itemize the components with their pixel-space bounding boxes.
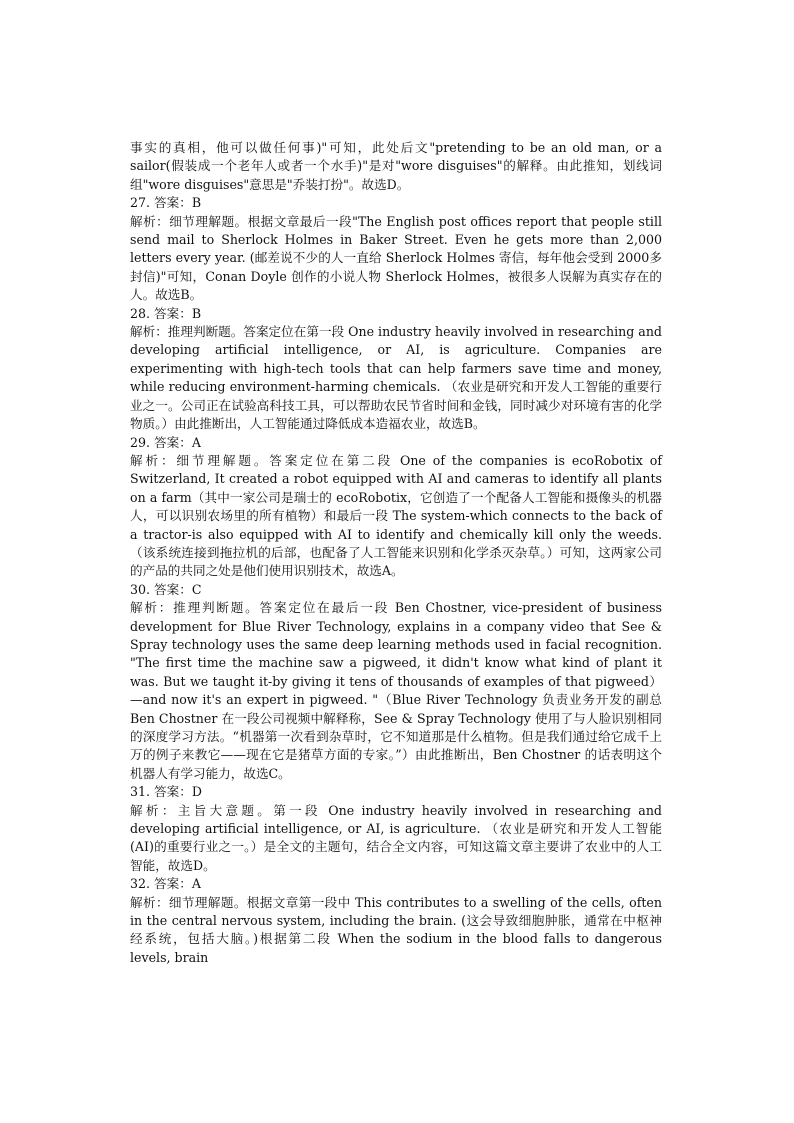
answer-line: 30. 答案：C xyxy=(130,581,202,597)
answer-item-30 xyxy=(130,581,662,783)
analysis-paragraph: 解析：推理判断题。答案定位在第一段 One industry heavily involved in researching and developing artificial intelligence, or AI, is agriculture. Companies are experimenting with high-tech tools that can help farmers save time and money, while reducing environment-harming chemicals. （农业是研究和开发人工智能的重要行业之一。公司正在试验高科技工具，可以帮助农民节省时间和金钱，同时减少对环境有害的化学物质。）由此推断出，人工智能通过降低成本造福农业，故选B。 xyxy=(130,324,662,432)
answer-line: 28. 答案：B xyxy=(130,305,202,321)
answer-line: 31. 答案：D xyxy=(130,784,202,800)
answer-item-31 xyxy=(130,783,662,875)
analysis-paragraph: 解析：推理判断题。答案定位在最后一段 Ben Chostner, vice-president of business development for Blue River Technology, explains in a company video that See & Spray technology uses the same deep learning methods used in facial recognition. "The first time the machine saw a pigweed, it didn't know what kind of plant it was. But we taught it-by giving it tens of thousands of examples of that pigweed）—and now it's an expert in pigweed. "（Blue River Technology 负责业务开发的副总 Ben Chostner 在一段公司视频中解释称，See & Spray Technology 使用了与人脸识别相同的深度学习方法。“机器第一次看到杂草时，它不知道那是什么植物。但是我们通过给它成千上万的例子来教它——现在它是猪草方面的专家。”）由此推断出，Ben Chostner 的话表明这个机器人有学习能力，故选C。 xyxy=(130,600,662,781)
answer-item-32 xyxy=(130,875,662,967)
analysis-paragraph: 解析：细节理解题。根据文章第一段中 This contributes to a swelling of the cells, often in the central nervous system, including the brain. (这会导致细胞肿胀，通常在中枢神经系统，包括大脑。)根据第二段 When the sodium in the blood falls to dangerous levels, brain xyxy=(130,894,662,965)
answer-line: 27. 答案：B xyxy=(130,195,202,211)
answer-line: 29. 答案：A xyxy=(130,434,201,450)
intro-paragraph: 事实的真相，他可以做任何事)"可知，此处后文"pretending to be an old man, or a sailor(假装成一个老年人或者一个水手)"是对"wore disguises"的解释。由此推知，划线词组"wore disguises"意思是"乔装打扮"。故选D。 xyxy=(130,140,662,192)
answer-key-page xyxy=(130,139,662,967)
analysis-paragraph: 解析：主旨大意题。第一段 One industry heavily involved in researching and developing artificial intelligence, or AI, is agriculture. （农业是研究和开发人工智能(AI)的重要行业之一。）是全文的主题句，结合全文内容，可知这篇文章主要讲了农业中的人工智能，故选D。 xyxy=(130,802,662,873)
analysis-paragraph: 解析：细节理解题。答案定位在第二段 One of the companies is ecoRobotix of Switzerland, It created a robot equipped with AI and cameras to identify all plants on a farm（其中一家公司是瑞士的 ecoRobotix，它创造了一个配备人工智能和摄像头的机器人，可以识别农场里的所有植物）和最后一段 The system-which connects to the back of a tractor-is also equipped with AI to identify and chemically kill only the weeds. （该系统连接到拖拉机的后部，也配备了人工智能来识别和化学杀灭杂草。）可知，这两家公司的产品的共同之处是他们使用识别技术，故选A。 xyxy=(130,452,662,579)
answer-item-27 xyxy=(130,194,662,304)
answer-line: 32. 答案：A xyxy=(130,876,201,892)
answer-item-28 xyxy=(130,305,662,434)
answer-item-29 xyxy=(130,434,662,581)
analysis-paragraph: 解析：细节理解题。根据文章最后一段"The English post offices report that people still send mail to Sherlock Holmes in Baker Street. Even he gets more than 2,000 letters every year. (邮差说不少的人一直给 Sherlock Holmes 寄信，每年他会受到 2000多封信)"可知，Conan Doyle 创作的小说人物 Sherlock Holmes，被很多人误解为真实存在的人。故选B。 xyxy=(130,213,662,303)
